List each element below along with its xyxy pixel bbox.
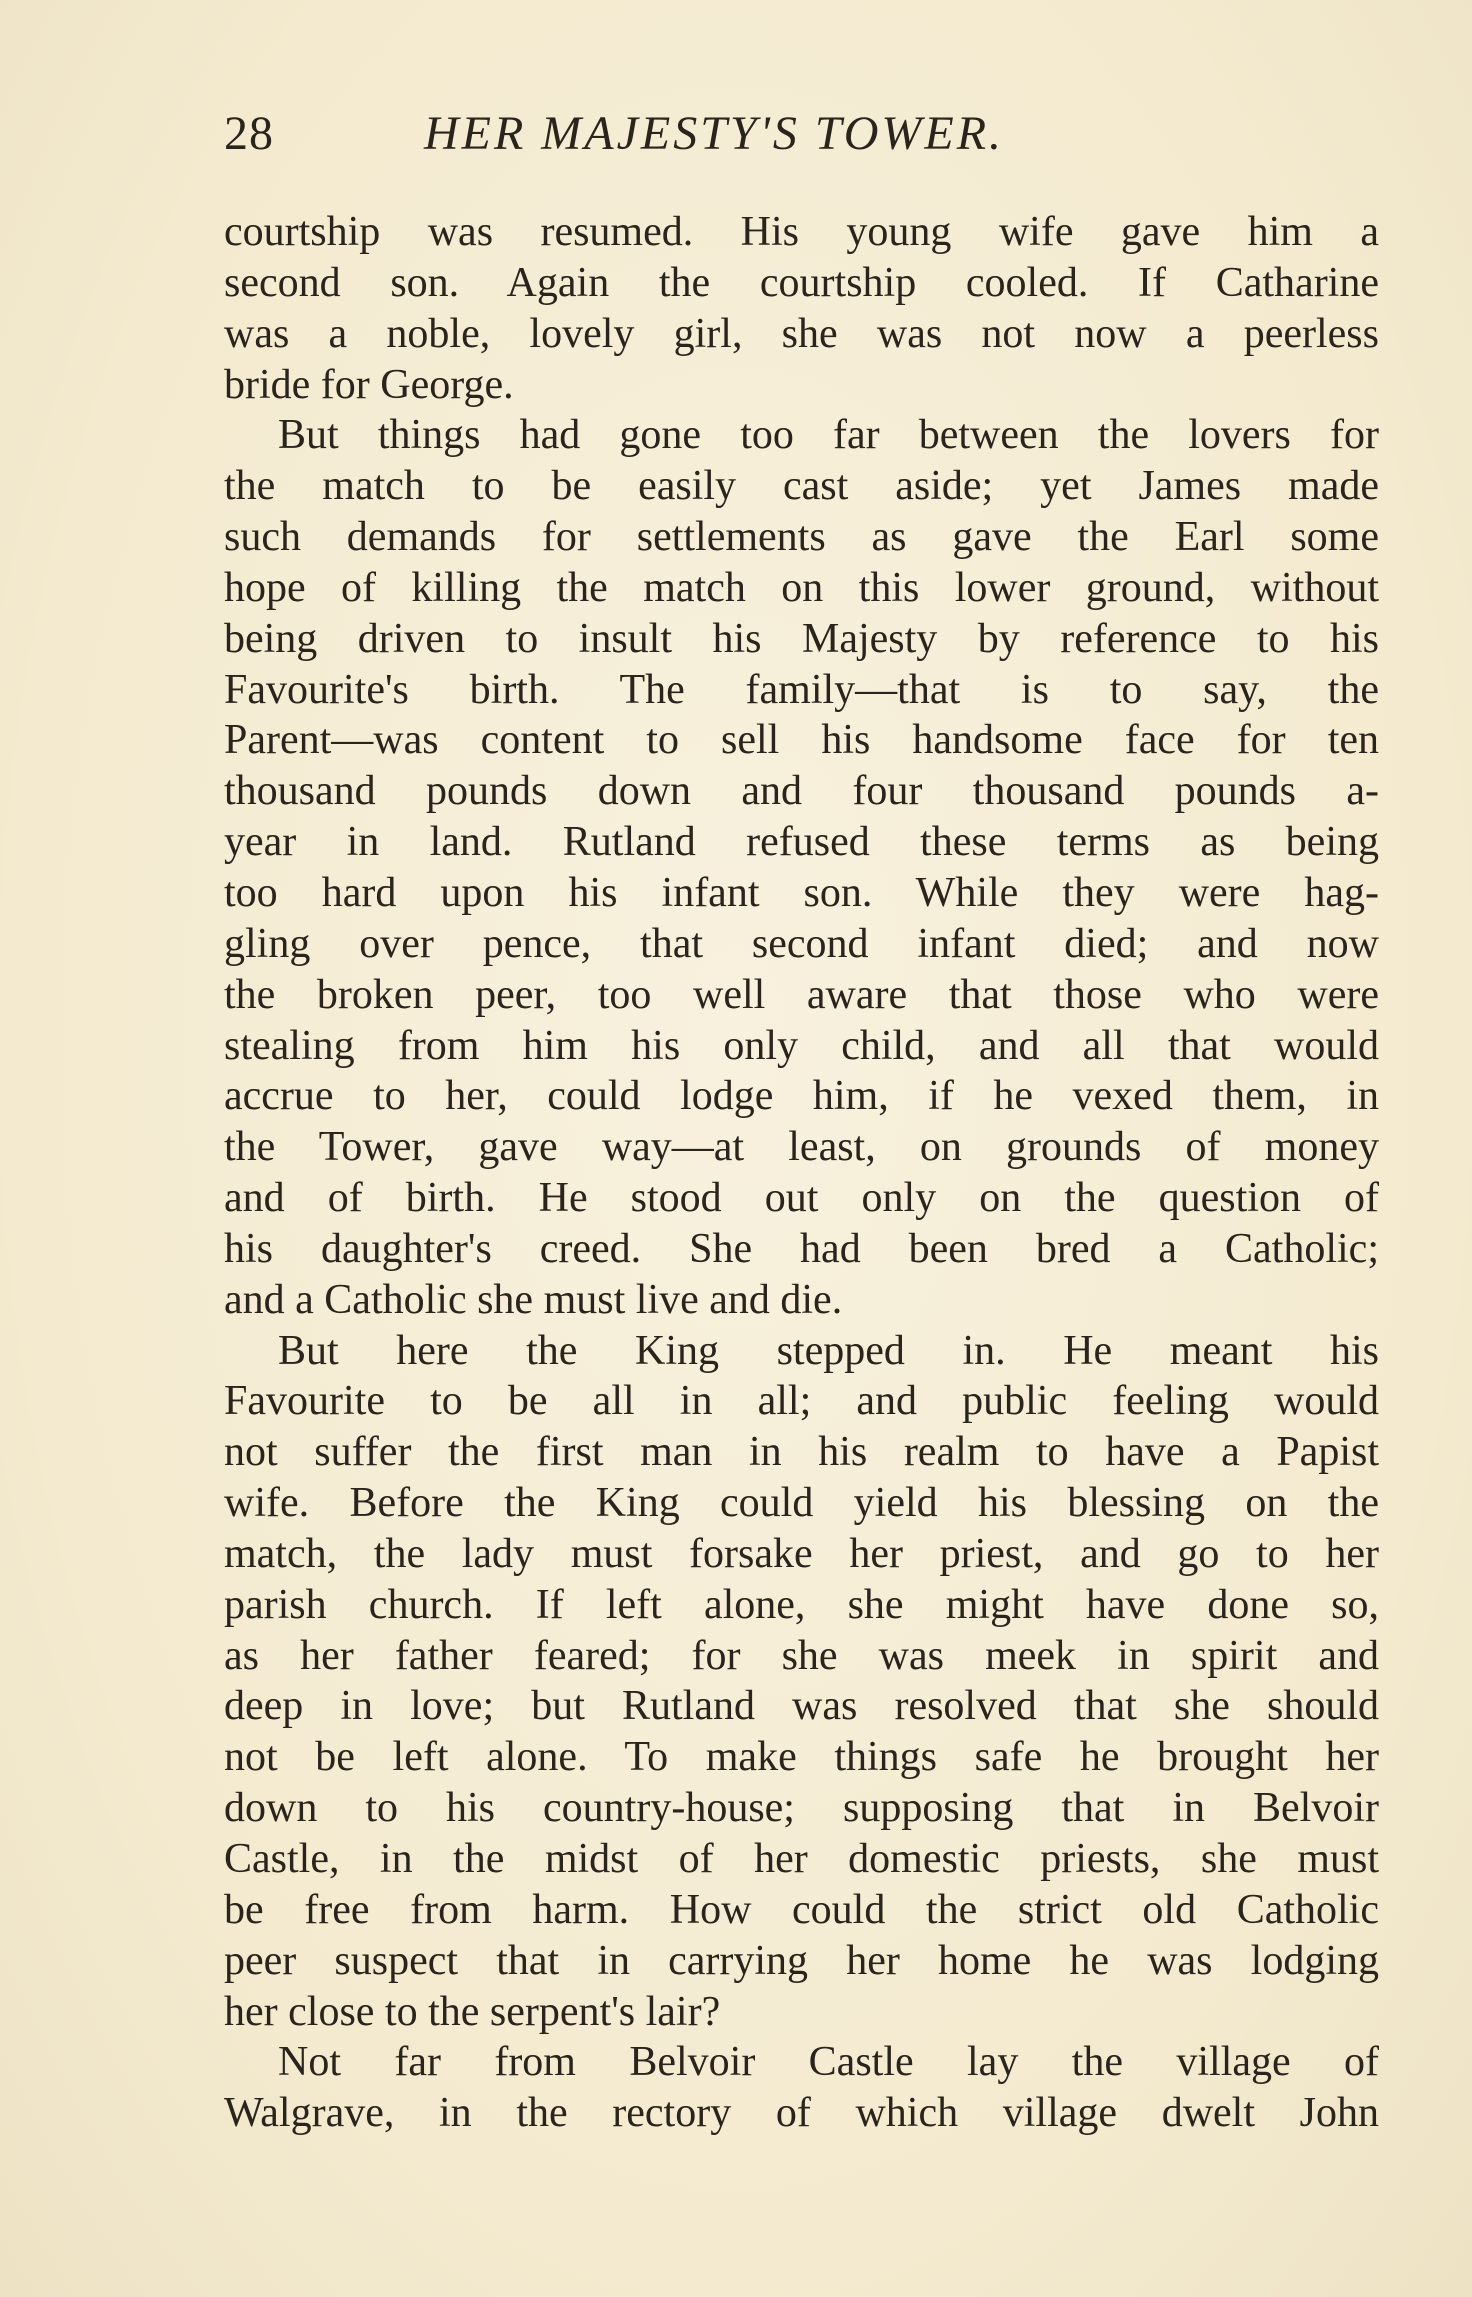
text-line: being driven to insult his Majesty by reference to his (224, 615, 1379, 662)
text-line: bride for George. (224, 361, 514, 408)
running-title: HER MAJESTY'S TOWER. (424, 107, 1005, 160)
text-line: not be left alone. To make things safe he brought her (224, 1734, 1379, 1781)
text-line: the Tower, gave way—at least, on grounds of money (224, 1124, 1379, 1171)
text-line: too hard upon his infant son. While they were hag- (224, 869, 1379, 916)
text-line: Walgrave, in the rectory of which village dwelt John (224, 2090, 1379, 2137)
text-line: deep in love; but Rutland was resolved that she should (224, 1683, 1379, 1730)
text-line: wife. Before the King could yield his blessing on the (224, 1480, 1379, 1527)
text-line: courtship was resumed. His young wife gave him a (224, 209, 1379, 255)
text-line: not suffer the first man in his realm to have a Papist (224, 1429, 1379, 1476)
text-line: Not far from Belvoir Castle lay the village of (278, 2039, 1379, 2086)
text-line: Favourite's birth. The family—that is to say, the (224, 666, 1379, 713)
text-line: was a noble, lovely girl, she was not now a peerless (224, 310, 1379, 357)
text-line: Castle, in the midst of her domestic priests, she must (224, 1836, 1379, 1882)
text-line: down to his country-house; supposing that in Belvoir (224, 1785, 1379, 1832)
text-line: accrue to her, could lodge him, if he vexed them, in (224, 1073, 1379, 1120)
text-line: the broken peer, too well aware that those who were (224, 971, 1379, 1018)
body-text (224, 207, 1379, 2139)
text-line: be free from harm. How could the strict old Catholic (224, 1886, 1379, 1933)
text-line: Parent—was content to sell his handsome face for ten (224, 717, 1379, 764)
text-line: year in land. Rutland refused these terms as being (224, 819, 1379, 866)
text-line: and of birth. He stood out only on the question of (224, 1175, 1379, 1222)
text-line: such demands for settlements as gave the Earl some (224, 514, 1379, 561)
text-line: hope of killing the match on this lower ground, without (224, 564, 1379, 611)
text-line: thousand pounds down and four thousand pounds a- (224, 768, 1379, 815)
text-line: But here the King stepped in. He meant his (278, 1327, 1379, 1374)
text-line: second son. Again the courtship cooled. If Catharine (224, 259, 1379, 306)
text-line: But things had gone too far between the lovers for (278, 412, 1379, 459)
text-line: her close to the serpent's lair? (224, 1988, 721, 2035)
text-line: and a Catholic she must live and die. (224, 1276, 843, 1323)
page-number: 28 (224, 107, 274, 160)
text-line: gling over pence, that second infant died; and now (224, 920, 1379, 967)
running-head (224, 104, 1374, 164)
text-line: parish church. If left alone, she might have done so, (224, 1581, 1379, 1628)
text-line: Favourite to be all in all; and public feeling would (224, 1378, 1379, 1425)
text-line: the match to be easily cast aside; yet James made (224, 463, 1379, 510)
text-line: peer suspect that in carrying her home he was lodging (224, 1937, 1379, 1984)
text-line: as her father feared; for she was meek in spirit and (224, 1632, 1379, 1679)
text-line: his daughter's creed. She had been bred a Catholic; (224, 1225, 1379, 1272)
text-line: match, the lady must forsake her priest, and go to her (224, 1530, 1379, 1577)
text-line: stealing from him his only child, and all that would (224, 1022, 1379, 1069)
